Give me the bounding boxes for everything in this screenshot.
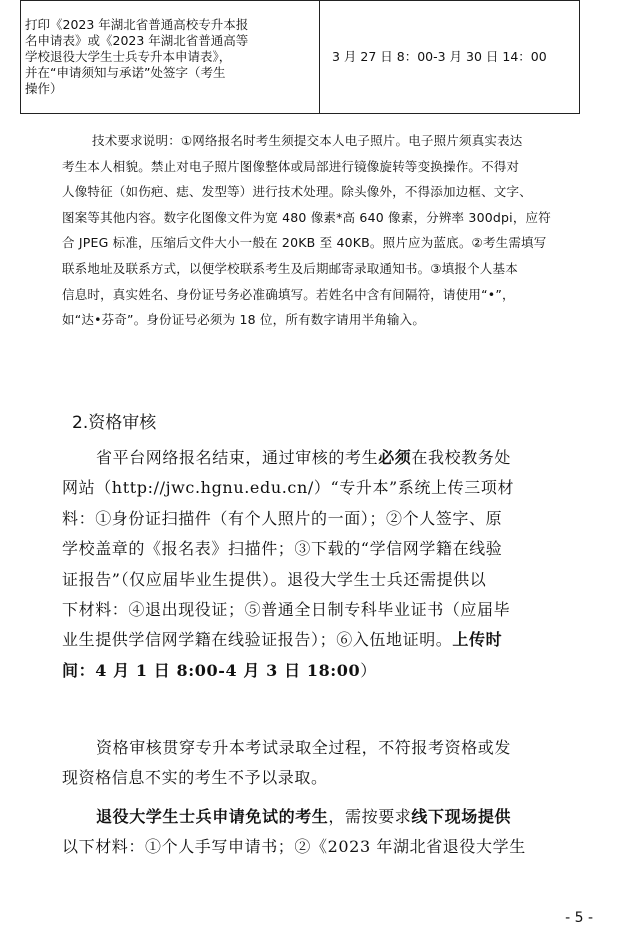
note-line: 人像特征（如伤疤、痣、发型等）进行技术处理。除头像外，不得添加边框、文字、 [62, 184, 532, 200]
text-run: ） [360, 660, 377, 680]
schedule-table [20, 0, 580, 114]
paragraph-line [62, 625, 590, 655]
bold-text: 退役大学生士兵申请免试的考生 [96, 807, 329, 826]
paragraph-line: 学校盖章的《报名表》扫描件；③下载的“学信网学籍在线验 [62, 539, 503, 559]
page-number: - 5 - [565, 910, 593, 926]
text-run: 业生提供学信网学籍在线验证报告）；⑥入伍地证明。 [62, 630, 453, 650]
note-line: 信息时，真实姓名、身份证号务必准确填写。若姓名中含有间隔符，请使用“•”， [62, 286, 515, 302]
note-line: 技术要求说明：①网络报名时考生须提交本人电子照片。电子照片须真实表达 [92, 133, 523, 148]
paragraph-line: 网站（http://jwc.hgnu.edu.cn/）“专升本”系统上传三项材 [62, 478, 515, 498]
task-cell [21, 1, 320, 114]
task-line: 并在“申请须知与承诺”处签字（考生 [25, 65, 226, 80]
text-run: ，需按要求 [328, 807, 412, 826]
paragraph-line [62, 656, 590, 686]
section-heading: 2.资格审核 [72, 413, 157, 433]
paragraph-line [62, 443, 590, 473]
text-run: 在我校教务处 [411, 448, 512, 467]
bold-text: 上传时 [452, 630, 503, 650]
paragraph-line: 以下材料：①个人手写申请书；②《2023 年湖北省退役大学生 [62, 837, 526, 857]
task-line: 学校退役大学生士兵专升本申请表》， [25, 49, 232, 64]
paragraph-upload-materials [62, 443, 590, 686]
table-row [21, 1, 580, 114]
paragraph-review-scope [62, 733, 590, 794]
note-line: 图案等其他内容。数字化图像文件为宽 480 像素*高 640 像素，分辨率 300dpi，应符 [62, 209, 551, 225]
note-line: 合 JPEG 标准，压缩后文件大小一般在 20KB 至 40KB。照片应为蓝底。②考生需填写 [62, 235, 547, 251]
note-line: 联系地址及联系方式，以便学校联系考生及后期邮寄录取通知书。③填报个人基本 [62, 260, 518, 276]
time-cell: 3 月 27 日 8：00-3 月 30 日 14：00 [320, 1, 580, 114]
paragraph-line: 资格审核贯穿专升本考试录取全过程，不符报考资格或发 [96, 738, 512, 757]
task-line: 名申请表》或《2023 年湖北省普通高等 [25, 33, 249, 48]
paragraph-line: 证报告”（仅应届毕业生提供）。退役大学生士兵还需提供以 [62, 569, 487, 589]
paragraph-line [62, 802, 590, 832]
text-run: 省平台网络报名结束，通过审核的考生 [96, 448, 379, 467]
task-line: 操作） [25, 81, 63, 96]
paragraph-line: 下材料：④退出现役证；⑤普通全日制专科毕业证书（应届毕 [62, 600, 511, 620]
technical-requirements-note [62, 128, 590, 333]
bold-text: 线下现场提供 [411, 807, 512, 826]
task-line: 打印《2023 年湖北省普通高校专升本报 [25, 17, 249, 32]
paragraph-veteran-exemption [62, 802, 590, 863]
paragraph-line: 现资格信息不实的考生不予以录取。 [62, 768, 328, 788]
bold-text: 必须 [378, 448, 412, 467]
upload-time-text: 间：4 月 1 日 8:00-4 月 3 日 18:00 [62, 660, 361, 680]
note-line: 考生本人相貌。禁止对电子照片图像整体或局部进行镜像旋转等变换操作。不得对 [62, 158, 520, 174]
note-line: 如“达•芬奇”。身份证号必须为 18 位，所有数字请用半角输入。 [62, 312, 426, 328]
paragraph-line: 料：①身份证扫描件（有个人照片的一面）；②个人签字、原 [62, 508, 503, 528]
